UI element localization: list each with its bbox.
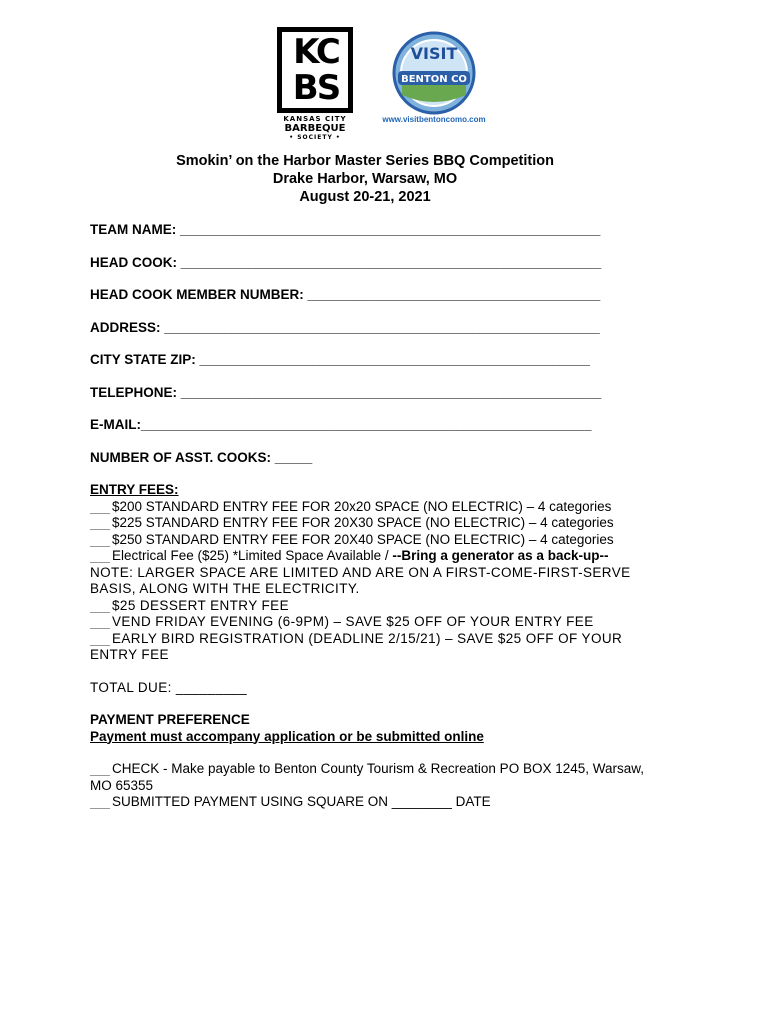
square-checkbox[interactable] [90,796,110,809]
check-checkbox[interactable] [90,763,110,776]
kcbs-letters-top: KC [293,32,339,72]
note-line1: NOTE: LARGER SPACE ARE LIMITED AND ARE ON A FIRST-COME-FIRST-SERVE [90,564,631,580]
asst-cooks-field[interactable]: NUMBER OF ASST. COOKS: _____ [90,449,313,465]
fee-225-label: $225 STANDARD ENTRY FEE FOR 20X30 SPACE (NO ELECTRIC) – 4 categories [112,515,614,530]
fee-250-checkbox[interactable] [90,534,110,547]
member-number-field[interactable]: HEAD COOK MEMBER NUMBER: _______________________________________ [90,287,601,302]
event-dates: August 20-21, 2021 [299,189,431,205]
registration-form [90,152,680,811]
visit-county: BENTON CO [401,74,467,85]
check-label: CHECK - Make payable to Benton County Tourism & Recreation PO BOX 1245, Warsaw, [112,761,644,776]
dessert-checkbox[interactable] [90,600,110,613]
telephone-field[interactable]: TELEPHONE: ________________________________________________________ [90,384,602,400]
contact-fields [90,222,680,466]
kcbs-logo [277,27,353,140]
fee-225-checkbox[interactable] [90,517,110,530]
head-cook-field[interactable]: HEAD COOK: ________________________________________________________ [90,254,602,270]
form-title [90,152,640,206]
entry-fees-heading: ENTRY FEES: [90,482,179,497]
entry-fees-section [90,482,680,664]
event-location: Drake Harbor, Warsaw, MO [272,171,458,187]
electrical-label: Electrical Fee ($25) *Limited Space Available / [112,548,393,563]
visit-badge-icon [378,29,490,115]
fee-200-label: $200 STANDARD ENTRY FEE FOR 20x20 SPACE (NO ELECTRIC) – 4 categories [112,498,612,514]
fee-250-option[interactable] [90,532,680,549]
visit-word: VISIT [410,44,458,63]
early-bird-option[interactable] [90,631,680,648]
logo-header [0,0,770,150]
address-field[interactable]: ADDRESS: __________________________________________________________ [90,319,600,335]
kcbs-line3: • SOCIETY • [289,134,341,141]
dessert-label: $25 DESSERT ENTRY FEE [112,597,289,613]
fee-200-checkbox[interactable] [90,501,110,514]
check-line2: MO 65355 [90,777,154,793]
visit-url: www.visitbentoncomo.com [382,115,486,124]
vend-option[interactable] [90,614,680,631]
dessert-option[interactable] [90,598,680,615]
square-label: SUBMITTED PAYMENT USING SQUARE ON ________ DATE [112,794,491,809]
payment-heading: PAYMENT PREFERENCE [90,712,250,727]
vend-label: VEND FRIDAY EVENING (6-9PM) – SAVE $25 OFF OF YOUR ENTRY FEE [112,614,594,629]
early-bird-line2: ENTRY FEE [90,647,169,662]
early-bird-label: EARLY BIRD REGISTRATION (DEADLINE 2/15/21) – SAVE $25 OFF OF YOUR [112,630,623,646]
total-due-field[interactable]: TOTAL DUE: _________ [90,679,248,695]
team-name-field[interactable]: TEAM NAME: ________________________________________________________ [90,222,601,237]
electrical-checkbox[interactable] [90,550,110,563]
fee-250-label: $250 STANDARD ENTRY FEE FOR 20X40 SPACE (NO ELECTRIC) – 4 categories [112,531,614,547]
payment-subheading: Payment must accompany application or be submitted online [90,728,484,744]
kcbs-letters-bottom: BS [292,68,340,108]
square-option[interactable] [90,794,680,811]
kcbs-line2: BARBEQUE [284,123,346,134]
check-option[interactable] [90,761,680,778]
vend-checkbox[interactable] [90,616,110,629]
kcbs-logo-box [277,27,353,113]
city-state-zip-field[interactable]: CITY STATE ZIP: ____________________________________________________ [90,352,590,367]
note-line2: BASIS, ALONG WITH THE ELECTRICITY. [90,581,360,596]
generator-note: --Bring a generator as a back-up-- [392,548,609,563]
kcbs-line1: KANSAS CITY [283,115,347,123]
fee-200-option[interactable] [90,499,680,516]
electrical-option[interactable] [90,548,680,565]
early-bird-checkbox[interactable] [90,633,110,646]
fee-225-option[interactable] [90,515,680,532]
event-title: Smokin’ on the Harbor Master Series BBQ Competition [176,153,554,169]
visit-benton-logo [378,29,490,129]
email-field[interactable]: E-MAIL:____________________________________________________________ [90,417,592,432]
payment-section [90,712,680,811]
